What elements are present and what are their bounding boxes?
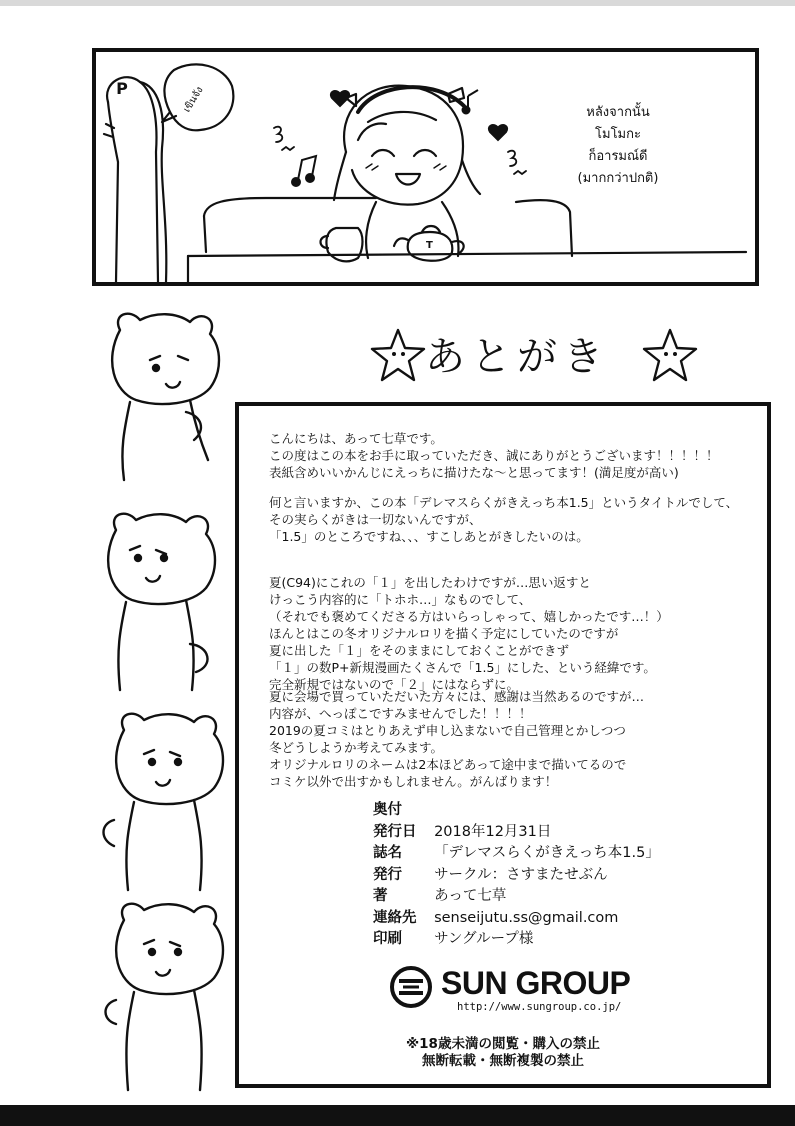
text-line: 夏(C94)にこれの「１」を出したわけですが…思い返すと (269, 575, 591, 590)
logo-name: SUN GROUP (441, 965, 631, 1001)
star-left-icon (372, 330, 424, 380)
text-line: （それでも褒めてくださる方はいらっしゃって、嬉しかったです…！） (269, 609, 669, 624)
bear-mascot-2 (108, 514, 215, 690)
colophon-row-author (373, 886, 660, 908)
contact-email: senseijutu.ss@gmail.com (434, 909, 619, 926)
colophon-label: 誌名 (373, 845, 402, 861)
text-line: その実らくがきは一切ないんですが、 (269, 512, 482, 527)
bear-mascots (90, 300, 240, 1100)
colophon-label: 著 (373, 888, 388, 904)
cup-letter: T (426, 240, 433, 251)
text-line: ほんとはこの冬オリジナルロリを描く予定にしていたのですが (269, 626, 619, 641)
text-line: 夏に出した「１」をそのままにしておくことができず (269, 643, 570, 658)
afterword-frame (235, 402, 771, 1088)
colophon (373, 800, 660, 951)
star-right-icon (644, 330, 696, 380)
bear-mascot-1 (112, 314, 219, 480)
comic-panel (92, 48, 759, 286)
caption-line: โมโมกะ (595, 127, 641, 142)
colophon-value: 2018年12月31日 (434, 823, 552, 840)
paragraph-title-note (269, 494, 738, 545)
colophon-value: サングループ様 (434, 931, 534, 947)
text-line: 表紙含めいいかんじにえっちに描けたな～と思ってます！(満足度が高い) (269, 465, 679, 480)
colophon-row-date (373, 822, 660, 844)
text-line: 「1.5」のところですね、、、すこしあとがきしたいのは。 (269, 529, 589, 544)
colophon-heading: 奥付 (373, 802, 402, 818)
colophon-value: あって七草 (434, 888, 507, 904)
text-line: こんにちは、あって七草です。 (269, 431, 443, 446)
colophon-row-printer (373, 929, 660, 951)
text-line: けっこう内容的に「トホホ…」なものでして、 (269, 592, 532, 607)
text-line: 「１」の数P+新規漫画たくさんで「1.5」にした、という経緯です。 (269, 660, 656, 675)
colophon-label: 印刷 (373, 931, 402, 947)
title-text: あとがき (425, 334, 609, 380)
text-line: 何と言いますか、この本「デレマスらくがきえっち本1.5」というタイトルでして、 (269, 495, 739, 510)
sun-group-logo-icon (389, 965, 433, 1009)
top-edge-strip (0, 0, 795, 6)
colophon-row-contact (373, 908, 660, 930)
text-line: コミケ以外で出すかもしれません。がんばります！ (269, 774, 558, 789)
bottom-edge-bar (0, 1105, 795, 1126)
caption-line: (มากกว่าปกติ) (577, 171, 659, 186)
colophon-value: サークル：さすまたせぶん (434, 866, 608, 883)
paragraph-greeting (269, 430, 719, 481)
speech-bubble-text: เขินจัง (181, 85, 206, 115)
bear-mascot-4 (106, 904, 224, 1090)
logo-url: http://www.sungroup.co.jp/ (457, 1001, 622, 1013)
colophon-label: 発行 (373, 866, 402, 883)
panel-caption (548, 102, 688, 190)
colophon-label: 発行日 (373, 823, 417, 840)
afterword-title (370, 322, 700, 392)
colophon-value: 「デレマスらくがきえっち本1.5」 (434, 845, 660, 861)
text-line: 冬どうしようか考えてみます。 (269, 740, 444, 755)
notice-line: 無断転載・無断複製の禁止 (422, 1053, 584, 1069)
notices (239, 1036, 767, 1070)
text-line: 夏に会場で買っていただいた方々には、感謝は当然あるのですが… (269, 689, 645, 704)
text-line: この度はこの本をお手に取っていただき、誠にありがとうございます！！！！！ (269, 448, 719, 463)
colophon-row-title (373, 843, 660, 865)
paragraph-closing (269, 688, 644, 790)
bear-mascot-3 (104, 714, 224, 890)
printer-logo (389, 961, 659, 1017)
paragraph-background (269, 574, 669, 693)
producer-label: P (116, 79, 128, 98)
colophon-row-publisher (373, 865, 660, 887)
text-line: 内容が、へっぽこですみませんでした！！！！ (269, 706, 532, 721)
text-line: 完全新規ではないので「２」にはならずに。 (269, 677, 520, 692)
notice-line: ※18歳未満の閲覧・購入の禁止 (406, 1036, 600, 1052)
caption-line: หลังจากนั้น (586, 105, 650, 120)
text-line: オリジナルロリのネームは2本ほどあって途中まで描いてるので (269, 757, 627, 772)
colophon-label: 連絡先 (373, 909, 417, 926)
text-line: 2019の夏コミはとりあえず申し込まないで自己管理とかしつつ (269, 723, 626, 738)
caption-line: ก็อารมณ์ดี (588, 149, 648, 164)
